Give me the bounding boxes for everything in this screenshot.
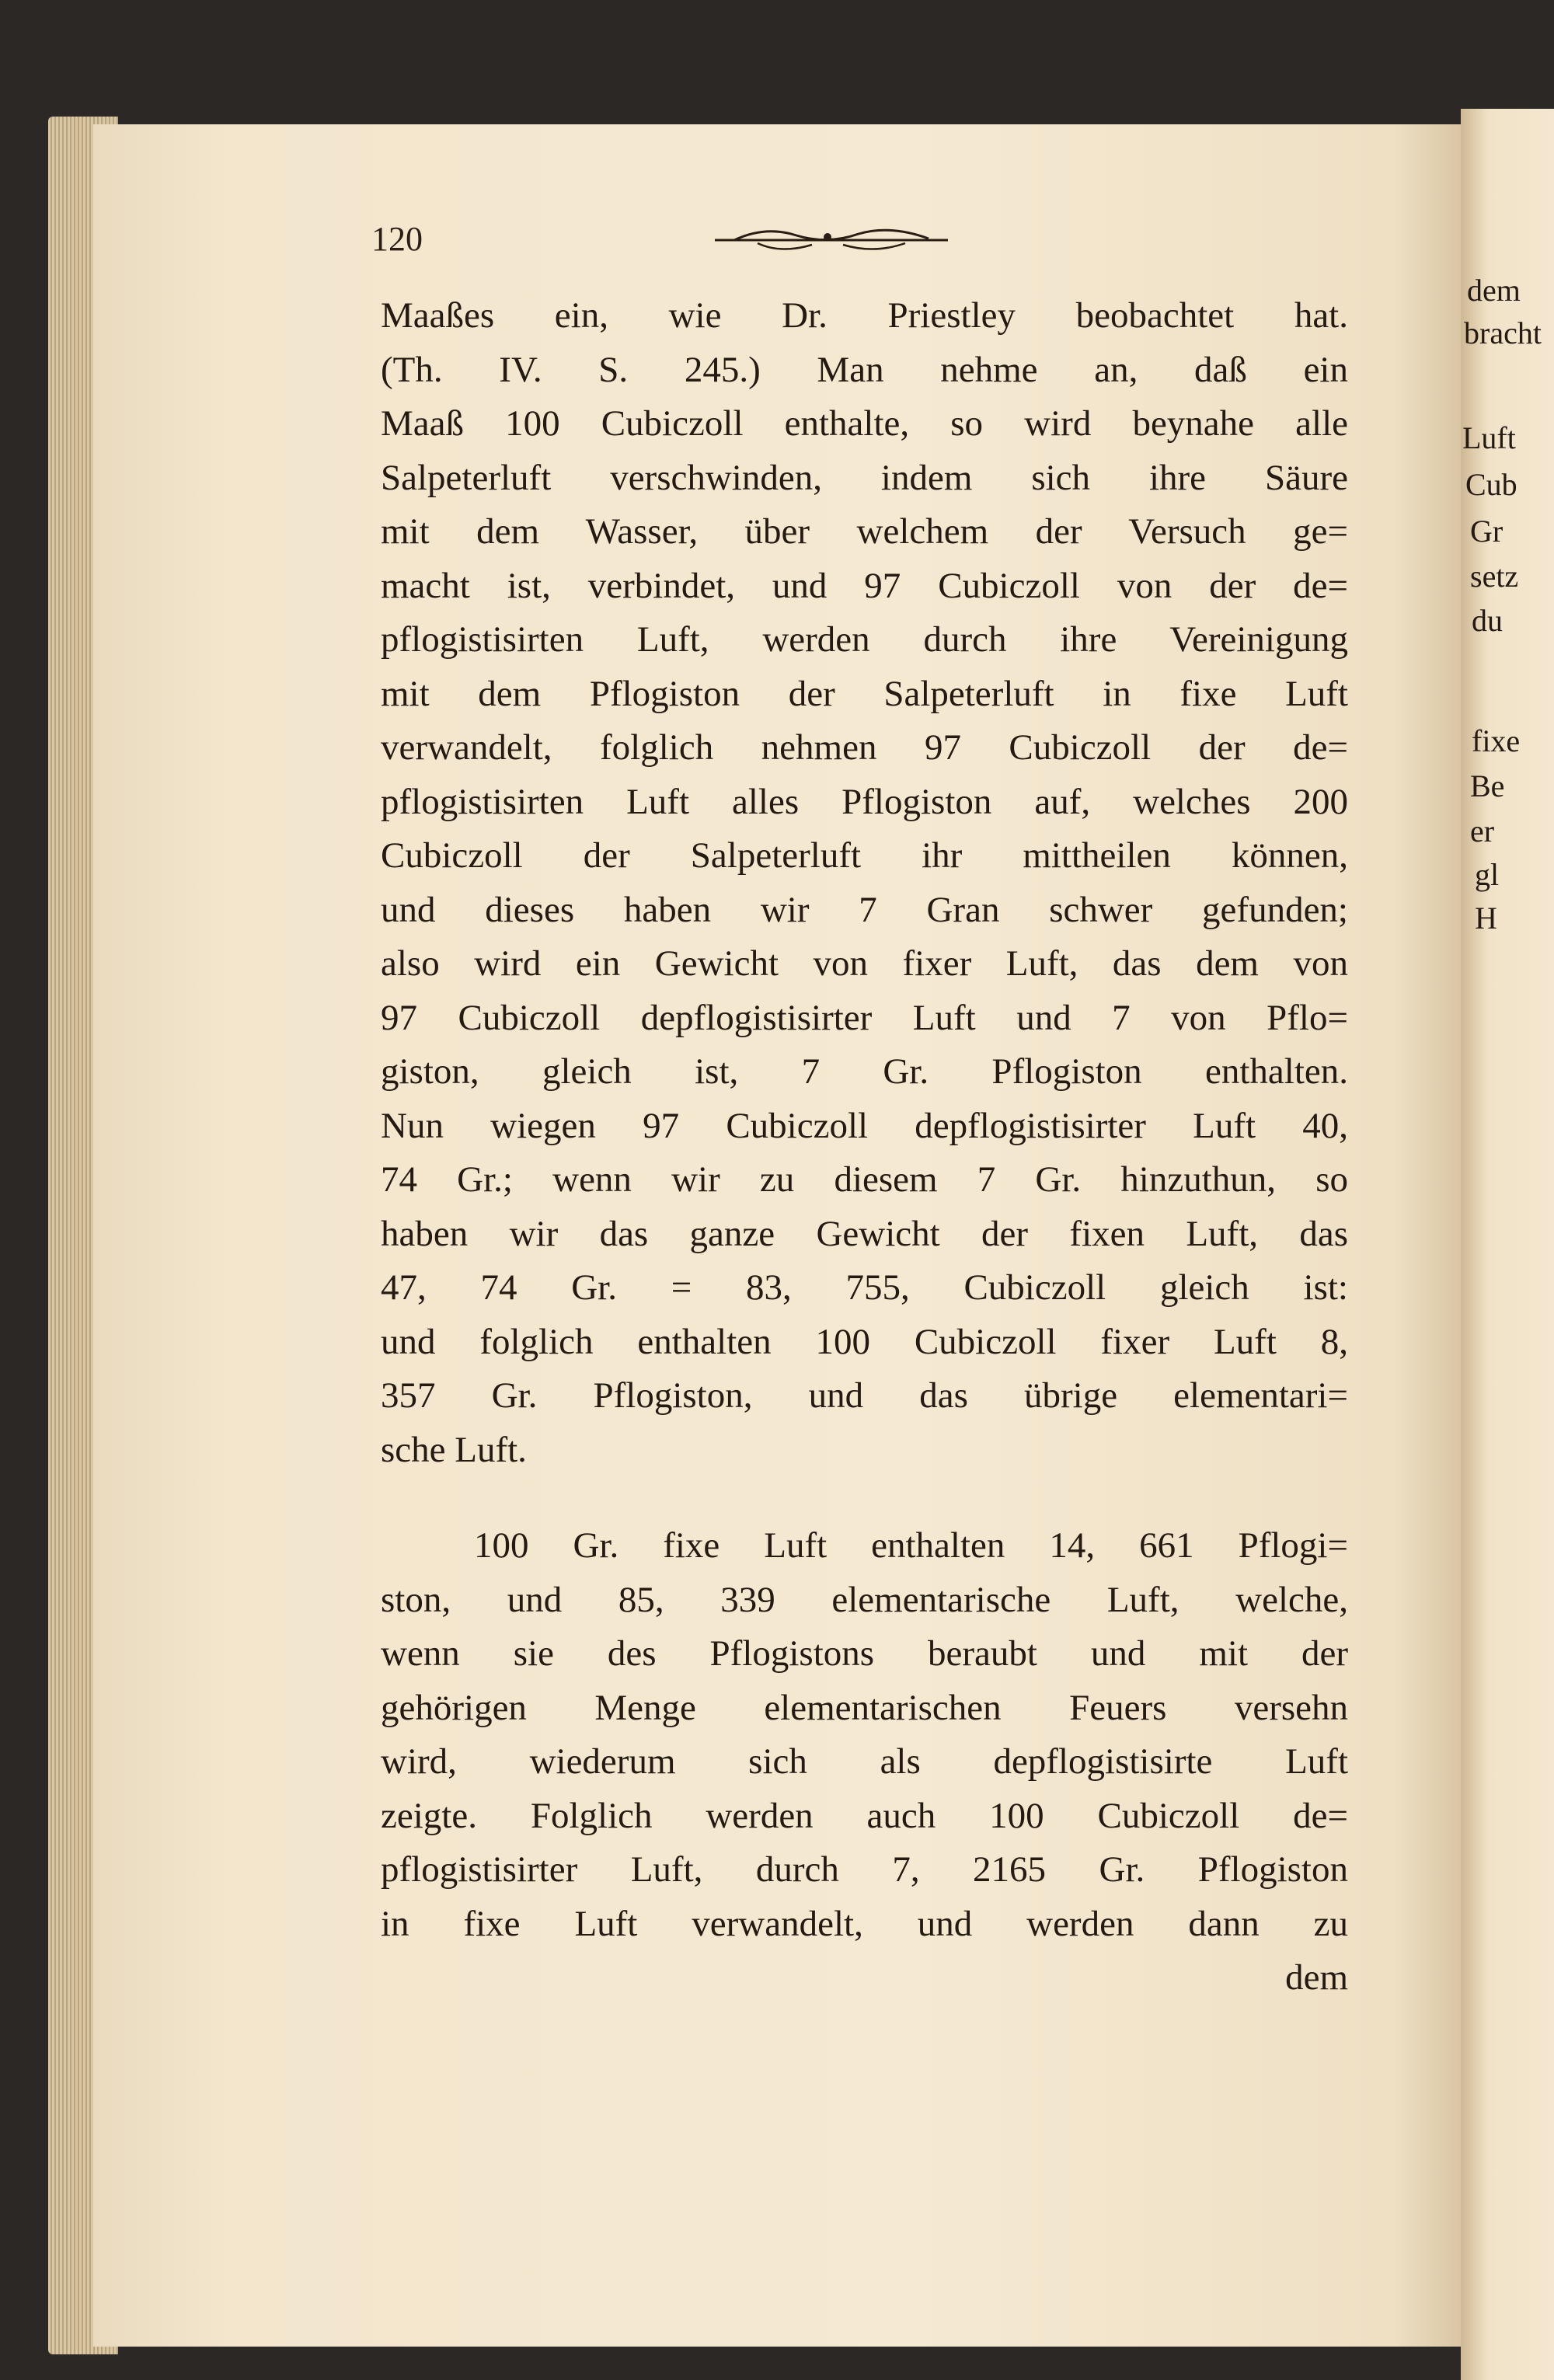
text-line: also wird ein Gewicht von fixer Luft, das dem von — [381, 943, 1348, 984]
text-line: giston, gleich ist, 7 Gr. Pflogiston enthalten. — [381, 1051, 1348, 1092]
facing-fragment: Cub — [1465, 467, 1517, 502]
text-line: wenn sie des Pflogistons beraubt und mit der — [381, 1633, 1348, 1674]
catchword: dem — [1285, 1957, 1348, 1998]
text-line: pflogistisirter Luft, durch 7, 2165 Gr. Pflogiston — [381, 1849, 1348, 1890]
facing-fragment: Be — [1470, 768, 1505, 803]
text-line: verwandelt, folglich nehmen 97 Cubiczoll der de= — [381, 727, 1348, 768]
text-line: und folglich enthalten 100 Cubiczoll fixer Luft 8, — [381, 1321, 1348, 1362]
text-line: wird, wiederum sich als depflogistisirte Luft — [381, 1741, 1348, 1782]
ornament-icon — [711, 221, 952, 256]
text-line: Maaßes ein, wie Dr. Priestley beobachtet hat. — [381, 295, 1348, 336]
text-line: Maaß 100 Cubiczoll enthalte, so wird beynahe alle — [381, 403, 1348, 444]
facing-fragment: dem — [1467, 273, 1521, 308]
text-line: zeigte. Folglich werden auch 100 Cubiczoll de= — [381, 1795, 1348, 1836]
text-line: Nun wiegen 97 Cubiczoll depflogistisirter Luft 40, — [381, 1105, 1348, 1146]
text-line: 47, 74 Gr. = 83, 755, Cubiczoll gleich ist: — [381, 1267, 1348, 1308]
text-line: 357 Gr. Pflogiston, und das übrige elementari= — [381, 1375, 1348, 1416]
facing-fragment: Gr — [1470, 514, 1503, 549]
page-number: 120 — [371, 220, 423, 258]
text-line: sche Luft. — [381, 1429, 527, 1470]
facing-fragment: er — [1470, 814, 1495, 849]
facing-fragment: setz — [1470, 559, 1519, 594]
facing-fragment: gl — [1475, 857, 1500, 892]
text-line: Salpeterluft verschwinden, indem sich ihre Säure — [381, 457, 1348, 498]
text-line: pflogistisirten Luft alles Pflogiston auf, welches 200 — [381, 781, 1348, 822]
text-line: 74 Gr.; wenn wir zu diesem 7 Gr. hinzuthun, so — [381, 1159, 1348, 1200]
text-line: und dieses haben wir 7 Gran schwer gefunden; — [381, 889, 1348, 930]
facing-fragment: fixe — [1472, 723, 1521, 758]
text-line: haben wir das ganze Gewicht der fixen Luft, das — [381, 1213, 1348, 1254]
facing-fragment: H — [1475, 901, 1497, 936]
facing-fragment: bracht — [1464, 315, 1542, 350]
text-line: (Th. IV. S. 245.) Man nehme an, daß ein — [381, 349, 1348, 390]
paragraph-2 — [381, 1519, 1348, 2005]
text-line: mit dem Pflogiston der Salpeterluft in fixe Luft — [381, 673, 1348, 714]
text-line: 100 Gr. fixe Luft enthalten 14, 661 Pflogi= — [474, 1525, 1348, 1566]
paragraph-1 — [381, 289, 1348, 1477]
facing-page-edge — [1461, 109, 1554, 2380]
text-line: 97 Cubiczoll depflogistisirter Luft und 7 von Pflo= — [381, 997, 1348, 1038]
text-line: gehörigen Menge elementarischen Feuers versehn — [381, 1687, 1348, 1728]
facing-fragment: Luft — [1462, 420, 1516, 455]
facing-fragment: du — [1472, 603, 1503, 638]
text-line: ston, und 85, 339 elementarische Luft, welche, — [381, 1579, 1348, 1620]
text-line: mit dem Wasser, über welchem der Versuch ge= — [381, 511, 1348, 552]
text-line: Cubiczoll der Salpeterluft ihr mittheilen können, — [381, 835, 1348, 876]
text-line: pflogistisirten Luft, werden durch ihre Vereinigung — [381, 619, 1348, 660]
text-line: macht ist, verbindet, und 97 Cubiczoll von der de= — [381, 565, 1348, 606]
text-line: in fixe Luft verwandelt, und werden dann zu — [381, 1903, 1348, 1944]
